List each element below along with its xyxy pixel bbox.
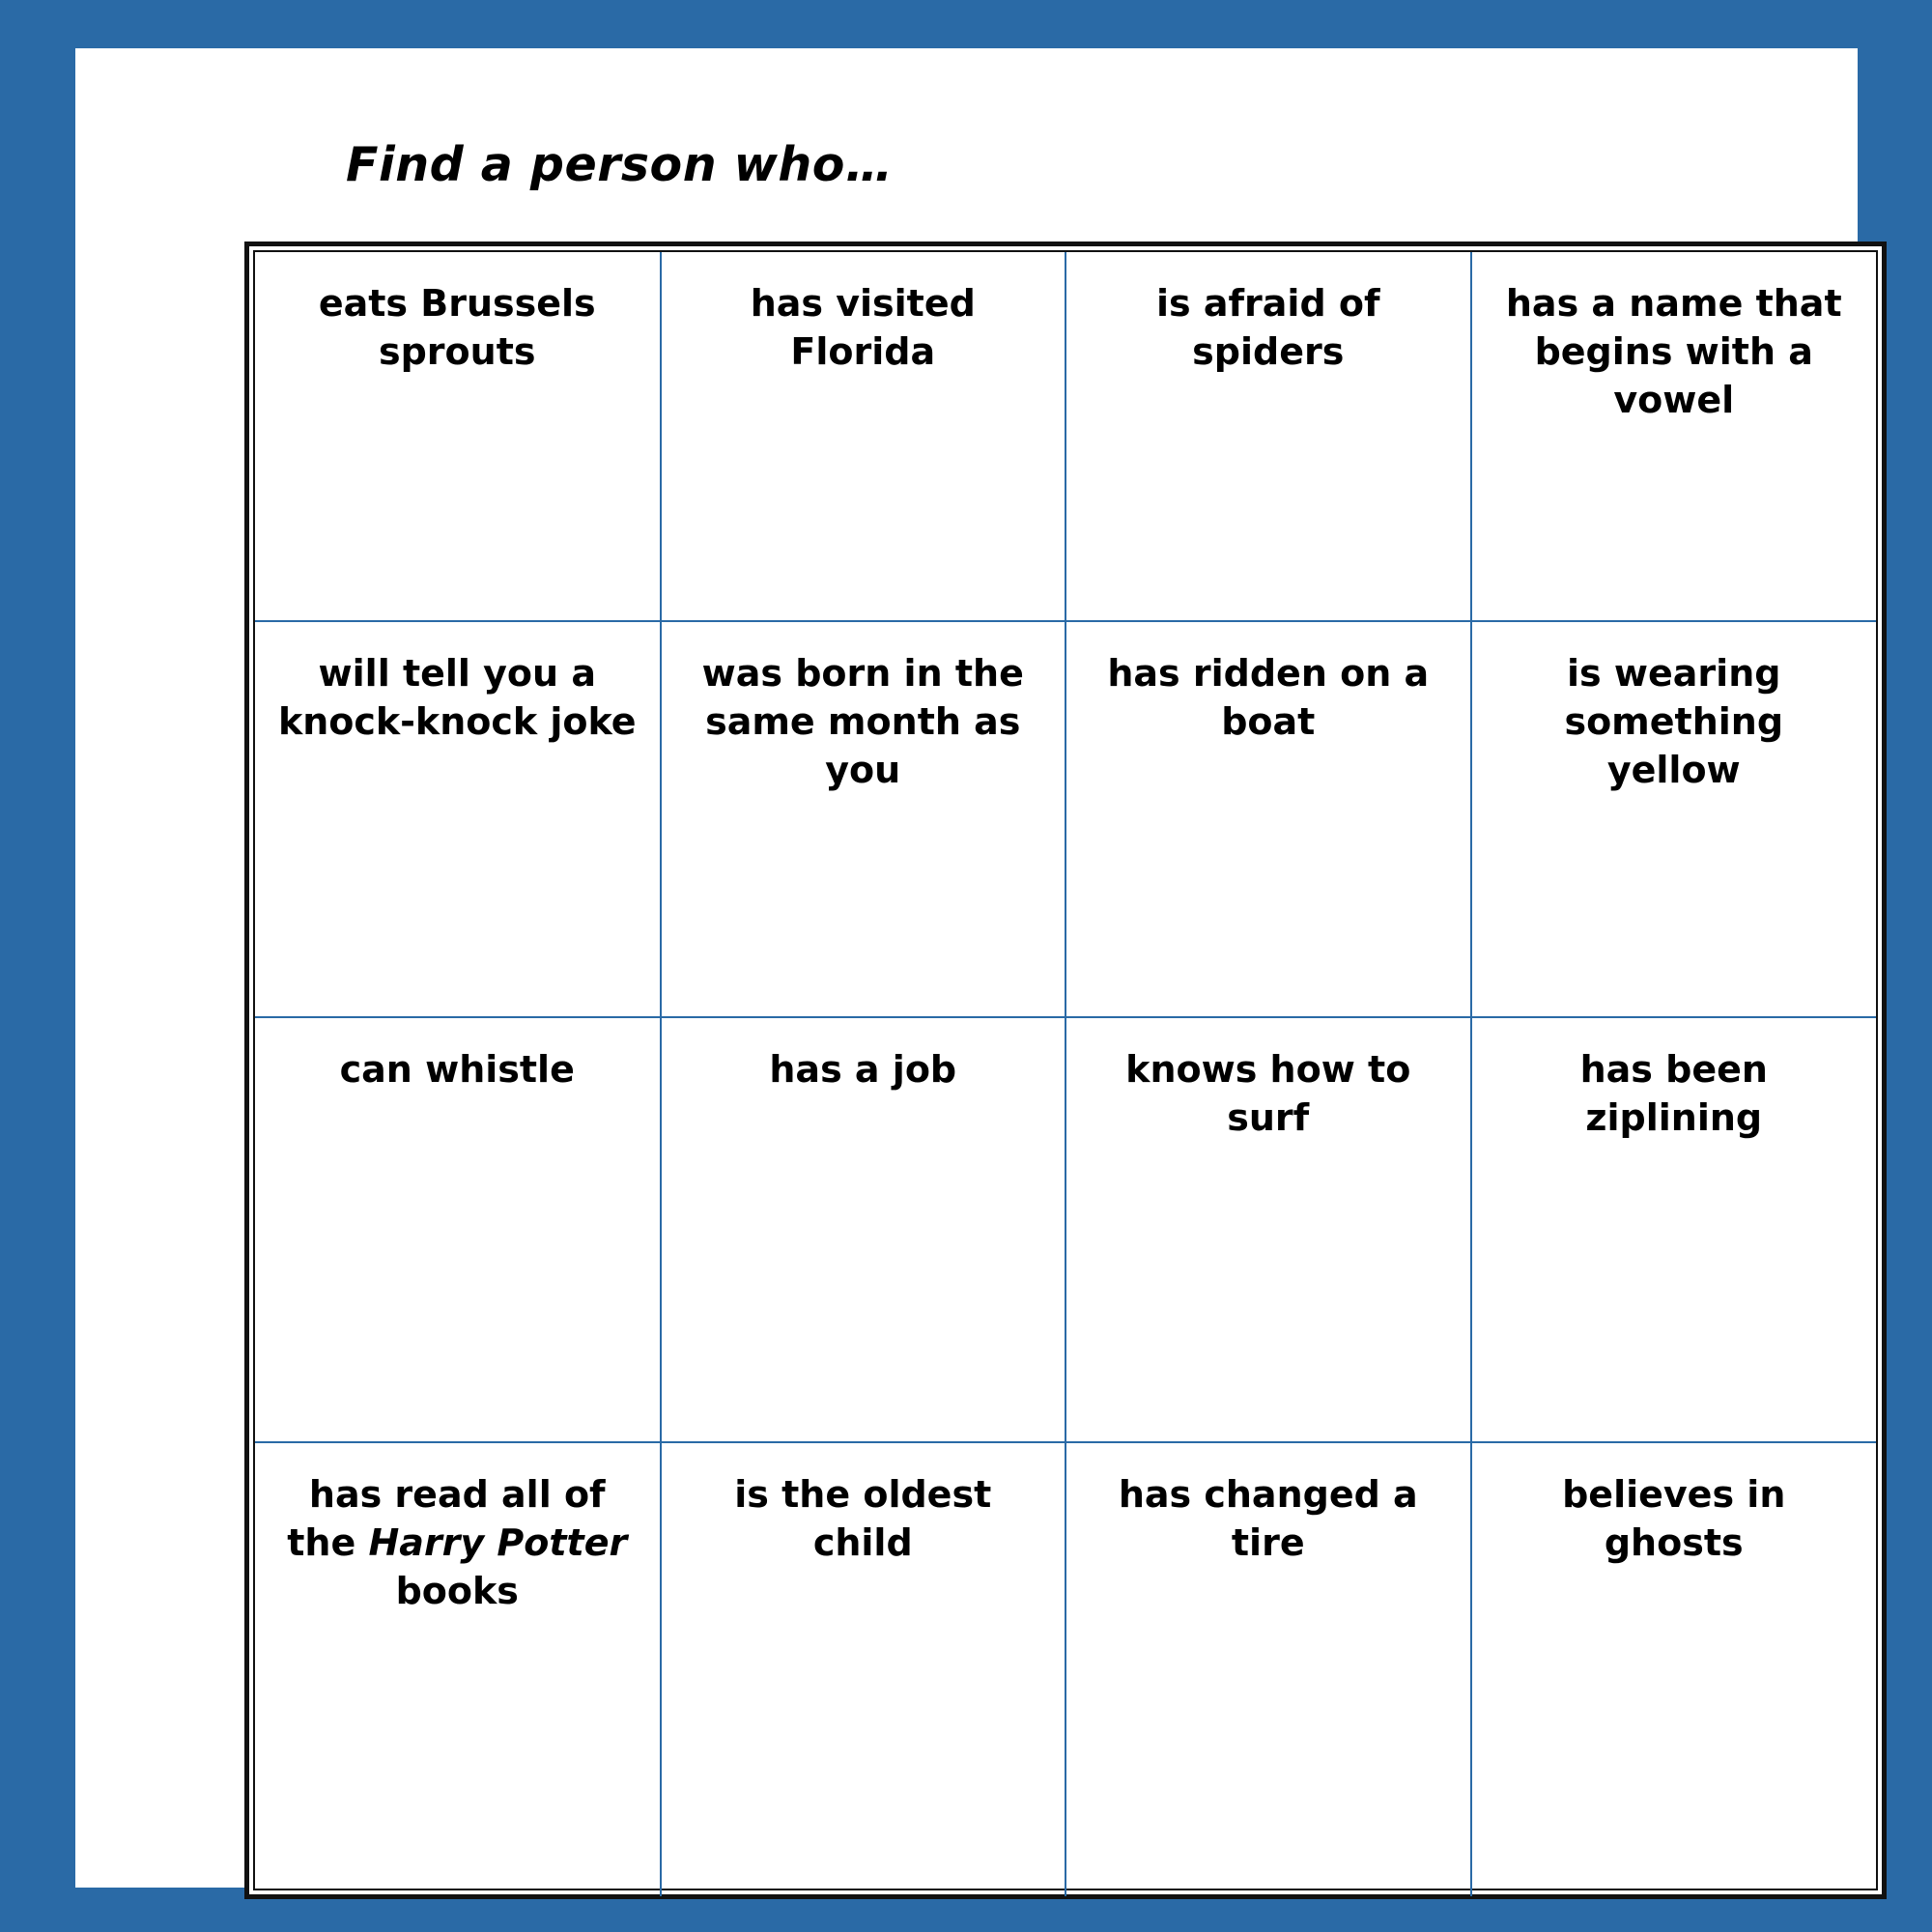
table-row bbox=[255, 621, 1876, 1017]
bingo-grid-inner-border bbox=[253, 250, 1878, 1890]
bingo-cell-label: is the oldest child bbox=[734, 1473, 992, 1565]
bingo-cell-label: believes in ghosts bbox=[1562, 1473, 1786, 1565]
bingo-cell-r3c3[interactable] bbox=[1065, 1017, 1471, 1442]
bingo-cell-label: has a name that begins with a vowel bbox=[1505, 282, 1842, 422]
worksheet-sheet bbox=[75, 48, 1858, 1888]
bingo-cell-label: was born in the same month as you bbox=[701, 652, 1024, 792]
bingo-cell-label: has ridden on a boat bbox=[1107, 652, 1430, 744]
table-row bbox=[255, 1017, 1876, 1442]
bingo-cell-label: will tell you a knock-knock joke bbox=[277, 652, 637, 744]
bingo-cell-r3c1[interactable] bbox=[255, 1017, 661, 1442]
bingo-cell-r2c2[interactable] bbox=[661, 621, 1066, 1017]
bingo-cell-r4c4[interactable] bbox=[1471, 1442, 1877, 1896]
bingo-cell-r4c2[interactable] bbox=[661, 1442, 1066, 1896]
bingo-grid-border bbox=[244, 242, 1887, 1899]
bingo-cell-r3c2[interactable] bbox=[661, 1017, 1066, 1442]
table-row bbox=[255, 252, 1876, 621]
bingo-cell-label: can whistle bbox=[339, 1048, 575, 1091]
bingo-cell-label: knows how to surf bbox=[1125, 1048, 1411, 1140]
bingo-cell-r4c1[interactable] bbox=[255, 1442, 661, 1896]
bingo-cell-r1c4[interactable] bbox=[1471, 252, 1877, 621]
bingo-cell-label: is wearing something yellow bbox=[1564, 652, 1784, 792]
bingo-cell-label: has changed a tire bbox=[1118, 1473, 1418, 1565]
page-title: Find a person who… bbox=[346, 137, 894, 192]
bingo-cell-r3c4[interactable] bbox=[1471, 1017, 1877, 1442]
bingo-cell-r1c3[interactable] bbox=[1065, 252, 1471, 621]
bingo-cell-label: has been ziplining bbox=[1579, 1048, 1768, 1140]
bingo-cell-r2c1[interactable] bbox=[255, 621, 661, 1017]
bingo-grid bbox=[255, 252, 1876, 1896]
bingo-cell-r4c3[interactable] bbox=[1065, 1442, 1471, 1896]
bingo-cell-label: has visited Florida bbox=[750, 282, 976, 374]
bingo-cell-r1c2[interactable] bbox=[661, 252, 1066, 621]
bingo-cell-label: is afraid of spiders bbox=[1155, 282, 1380, 374]
bingo-cell-label-harry-potter: has read all of the Harry Potter books bbox=[287, 1473, 628, 1613]
bingo-cell-r2c3[interactable] bbox=[1065, 621, 1471, 1017]
bingo-cell-r2c4[interactable] bbox=[1471, 621, 1877, 1017]
table-row bbox=[255, 1442, 1876, 1896]
bingo-cell-r1c1[interactable] bbox=[255, 252, 661, 621]
bingo-cell-label: has a job bbox=[769, 1048, 957, 1091]
bingo-cell-label: eats Brussels sprouts bbox=[318, 282, 596, 374]
